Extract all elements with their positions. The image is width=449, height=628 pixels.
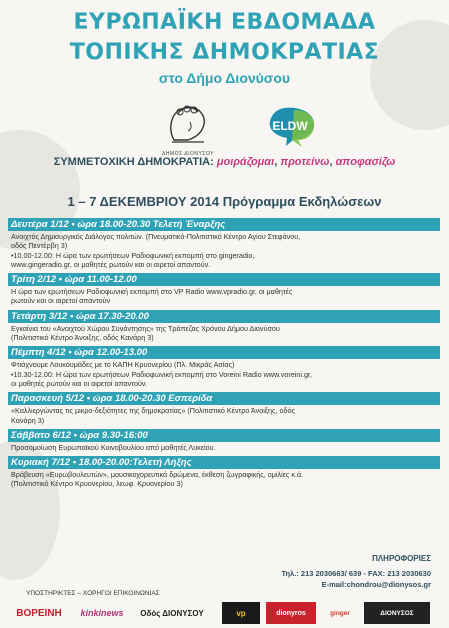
day-body [8,359,440,390]
day-line: Φτιάχνουμε Λουκουμάδες με το ΚΑΠΗ Κρυονερίου (Πλ. Μικράς Ασίας) [11,360,235,370]
dionysus-head-icon [160,100,216,146]
day-line: (Πολιτιστικό Κέντρο Κρυονερίου, λεωφ. Κρυονερίου 3) [11,479,183,489]
day-header: Κυριακή 7/12 • 18.00-20.00:Τελετή Λήξης [8,456,440,469]
info-email: E-mail:chondrou@dionysos.gr [321,580,431,589]
sponsor-kinkinews-logo [74,602,130,624]
day-header: Τρίτη 2/12 • ώρα 11.00-12.00 [8,273,440,286]
day-line: «Καλλιεργώντας τις μικρο-δεξιότητες της δημοκρατίας» (Πολιτιστικό Κέντρο Άνοιξης, οδός [11,406,295,416]
slogan-part-3: προτείνω [280,156,330,168]
day-line: οι μαθητές ρωτούν και οι αιρετοί απαντούν. [11,378,148,388]
day-header: Δευτέρα 1/12 • ώρα 18.00-20.30 Τελετή Έναρξης [8,218,440,231]
day-line: Βράβευση «Ευρωβουλευτών», μουσικοχορευτικά δρώμενα, έκθεση ζωγραφικής, ομιλίες κ.ά. [11,470,304,480]
eldw-text: ELDW [272,119,308,133]
day-row [8,273,440,308]
day-body [8,323,440,345]
info-label: ΠΛΗΡΟΦΟΡΙΕΣ [372,554,431,563]
dimos-dionysou-logo [160,100,216,157]
program-title: 1 – 7 ΔΕΚΕΜΒΡΙΟΥ 2014 Πρόγραμμα Εκδηλώσεων [67,194,382,209]
day-body [8,231,440,271]
day-body [8,442,440,454]
sponsors-row [8,602,440,624]
day-header: Σάββατο 6/12 • ώρα 9.30-16:00 [8,429,440,442]
title-subtitle: στο Δήμο Διονύσου [158,70,291,86]
day-header: Πέμπτη 4/12 • ώρα 12.00-13.00 [8,346,440,359]
schedule [8,218,440,493]
day-line: (Πολιτιστικό Κέντρο Άνοιξης, οδός Κανάρη 3) [11,333,154,343]
eldw-logo [264,104,318,150]
day-body [8,405,440,427]
dimos-logo-caption: ΔΗΜΟΣ ΔΙΟΝΥΣΟΥ [162,151,214,157]
sponsor-ginger-logo [324,602,356,624]
day-line: Η ώρα των ερωτήσεων Ραδιοφωνική εκπομπή στο VP Radio www.vpradio.gr, οι μαθητές [11,287,293,297]
day-row [8,392,440,427]
sponsor-name: vp [236,608,246,618]
speech-bubble-icon [264,104,318,150]
slogan-part-1: ΣΥΜΜΕΤΟΧΙΚΗ ΔΗΜΟΚΡΑΤΙΑ: [53,156,214,168]
day-line: •10.00-12.00: Η ώρα των ερωτήσεων Ραδιοφωνική εκπομπή στο gingeradio, [11,250,255,260]
slogan [0,156,449,168]
day-line: Ανοιχτός Δημιουργικός Διάλογος πολιτών. (Πνευματικό-Πολιτιστικό Κέντρο Αγίου Στεφάνου, [11,232,301,241]
title-line-1: ΕΥΡΩΠΑΪΚΗ ΕΒΔΟΜΑΔΑ [73,10,376,35]
info-phone: Τηλ.: 213 2030663/ 639 - FAX: 213 2030630 [281,569,431,578]
day-line: www.gingeradio.gr, οι μαθητές ρωτούν και οι αιρετοί απαντούν. [11,259,211,269]
sponsors-label: ΥΠΟΣΤΗΡΙΚΤΕΣ – ΧΟΡΗΓΟΙ ΕΠΙΚΟΙΝΩΝΙΑΣ [26,590,160,597]
day-line: Προσομοίωση Ευρωπαϊκού Κοινοβουλίου από μαθητές Λυκείου. [11,442,216,452]
day-body [8,469,440,491]
day-line: ρωτούν και οι αιρετοί απαντούν [11,296,111,306]
day-line: Κανάρη 3) [11,415,45,425]
day-row [8,346,440,390]
sponsor-dionysos-logo [364,602,430,624]
day-line: Εγκαίνια του «Ανοιχτού Χώρου Συνάντησης» της Τράπεζας Χρόνου Δήμου Διονύσου [11,323,280,333]
logos-row [0,96,449,157]
day-header: Τετάρτη 3/12 • ώρα 17.30-20.00 [8,310,440,323]
title-line-2: ΤΟΠΙΚΗΣ ΔΗΜΟΚΡΑΤΙΑΣ [69,40,380,65]
slogan-separator: , [329,156,333,168]
slogan-part-4: αποφασίζω [335,156,396,168]
day-row [8,218,440,271]
sponsor-name: dionyros [276,609,306,617]
sponsor-name: ΒΟΡΕΙΝΗ [16,607,62,619]
slogan-part-2: μοιράζομαι [216,156,275,168]
day-body [8,286,440,308]
sponsor-name: ginger [330,609,350,617]
poster-title [0,10,449,86]
sponsor-name: kinkinews [80,608,124,618]
slogan-separator: , [274,156,278,168]
day-row [8,456,440,491]
sponsor-name: ΔΙΟΝΥΣΟΣ [380,609,414,617]
sponsor-name: Οδός ΔΙΟΝΥΣΟΥ [140,608,204,618]
sponsor-dionyros-logo [266,602,316,624]
sponsor-vp-logo [222,602,260,624]
day-header: Παρασκευή 5/12 • ώρα 18.00-20.30 Εσπερίδα [8,392,440,405]
day-line: •10.30-12.00: Η ώρα των ερωτήσεων Ραδιοφωνική εκπομπή στο Voreini Radio www.voreini.gr, [11,369,312,379]
contact-info [281,554,431,589]
day-line: οδός Πεντέρβη 3) [11,241,68,251]
day-row [8,310,440,345]
sponsor-voreini-logo [8,602,70,624]
day-row [8,429,440,454]
sponsor-odos-dionysou-logo [134,602,210,624]
